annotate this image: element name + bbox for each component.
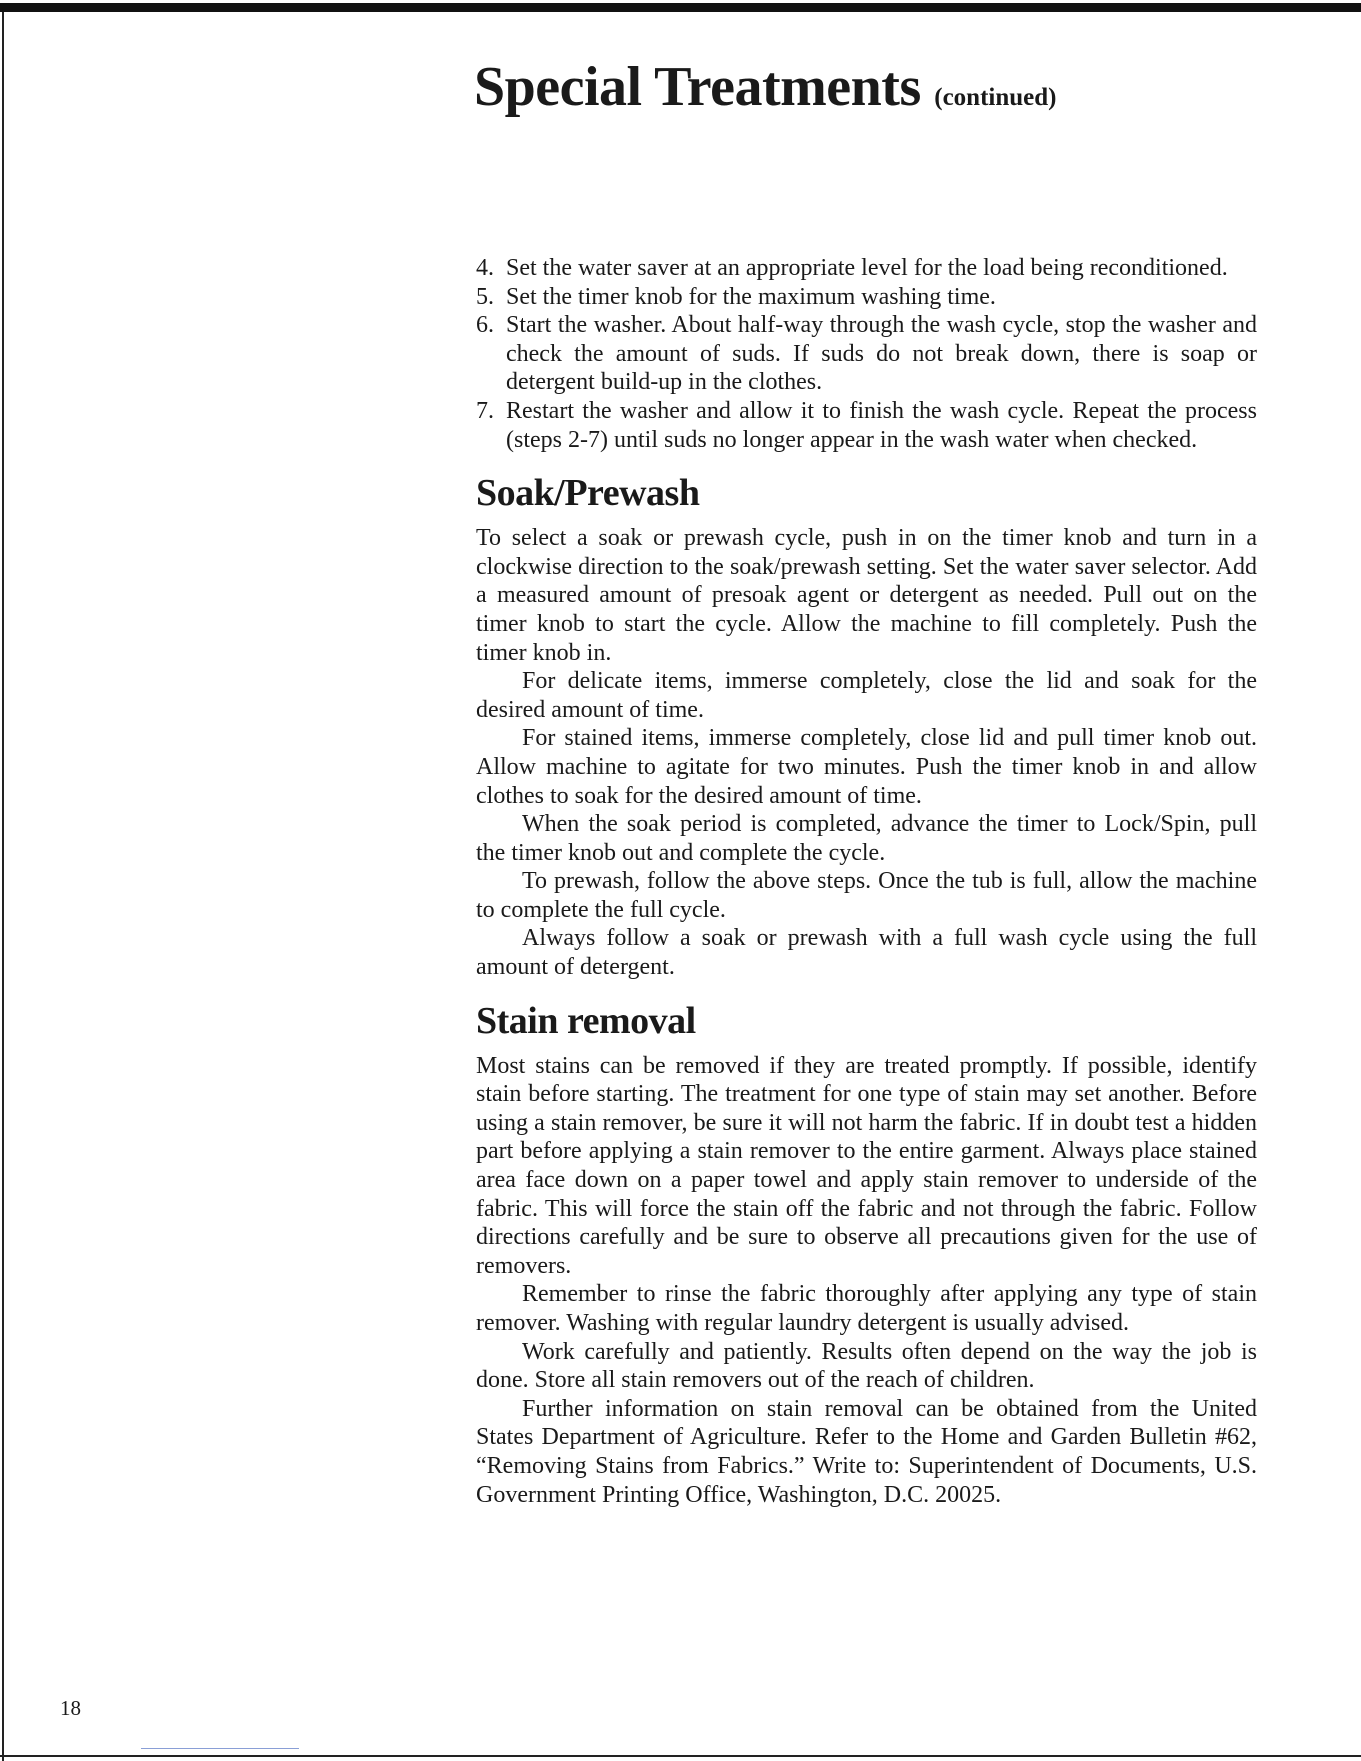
page-number: 18 <box>60 1696 81 1720</box>
top-rule <box>0 3 1361 12</box>
soak-paragraph: Always follow a soak or prewash with a full wash cycle using the full amount of detergent. <box>476 925 1257 981</box>
soak-paragraph: To prewash, follow the above steps. Once the tub is full, allow the machine to complete the full cycle. <box>476 868 1257 923</box>
bottom-underline-mark <box>141 1748 299 1749</box>
stain-paragraph: Remember to rinse the fabric thoroughly after applying any type of stain remover. Washing with regular laundry detergent is usually advised. <box>476 1281 1257 1336</box>
bottom-edge-rule <box>0 1755 1361 1757</box>
step-item <box>476 397 1257 454</box>
soak-prewash-heading: Soak/Prewash <box>476 472 700 515</box>
stain-paragraph: Further information on stain removal can be obtained from the United States Department of Agriculture. Refer to the Home and Garden Bulletin #62, “Removing Stains from Fabrics.” Write to: Superintendent of Documents, U.S. Government Printing Office, Washington, D.C. 20025. <box>476 1395 1257 1508</box>
step-text: Restart the washer and allow it to finish the wash cycle. Repeat the process (steps 2-7) until suds no longer appear in the wash water when checked. <box>506 397 1257 453</box>
step-text: Set the timer knob for the maximum washing time. <box>506 283 996 310</box>
step-item <box>476 311 1257 397</box>
stain-removal-heading: Stain removal <box>476 999 696 1042</box>
stain-paragraph: Most stains can be removed if they are treated promptly. If possible, identify stain before starting. The treatment for one type of stain may set another. Before using a stain remover, be sure it will not harm the fabric. If in doubt test a hidden part before applying a stain remover to the entire garment. Always place stained area face down on a paper towel and apply stain remover to underside of the fabric. This will force the stain off the fabric and not through the fabric. Follow directions carefully and be sure to observe all precautions given for the use of removers. <box>476 1052 1257 1279</box>
page-title <box>474 52 1056 133</box>
stain-paragraph: Work carefully and patiently. Results often depend on the way the job is done. Store all stain removers out of the reach of children. <box>476 1338 1257 1394</box>
step-text: Set the water saver at an appropriate level for the load being reconditioned. <box>506 255 1228 281</box>
soak-paragraph: For stained items, immerse completely, close lid and pull timer knob out. Allow machine to agitate for two minutes. Push the timer knob in and allow clothes to soak for the desired amount of time. <box>476 725 1257 809</box>
step-item <box>476 254 1257 283</box>
step-number: 5. <box>476 283 494 310</box>
main-content <box>476 254 1257 1509</box>
left-edge-rule <box>2 12 4 1761</box>
step-number: 4. <box>476 255 494 281</box>
soak-paragraph: To select a soak or prewash cycle, push in on the timer knob and turn in a clockwise direction to the soak/prewash setting. Set the water saver selector. Add a measured amount of presoak agent or detergent as needed. Pull out on the timer knob to start the cycle. Allow the machine to fill completely. Push the timer knob in. <box>476 525 1257 666</box>
step-number: 6. <box>476 312 494 339</box>
step-item <box>476 283 1257 312</box>
step-list <box>476 254 1257 454</box>
soak-paragraph: When the soak period is completed, advance the timer to Lock/Spin, pull the timer knob out and complete the cycle. <box>476 811 1257 866</box>
soak-paragraph: For delicate items, immerse completely, close the lid and soak for the desired amount of time. <box>476 668 1257 723</box>
step-number: 7. <box>476 397 494 424</box>
page-title-main: Special Treatments <box>474 56 921 118</box>
step-text: Start the washer. About half-way through the wash cycle, stop the washer and check the amount of suds. If suds do not break down, there is soap or detergent build-up in the clothes. <box>506 312 1257 396</box>
page-title-suffix: (continued) <box>934 84 1057 111</box>
